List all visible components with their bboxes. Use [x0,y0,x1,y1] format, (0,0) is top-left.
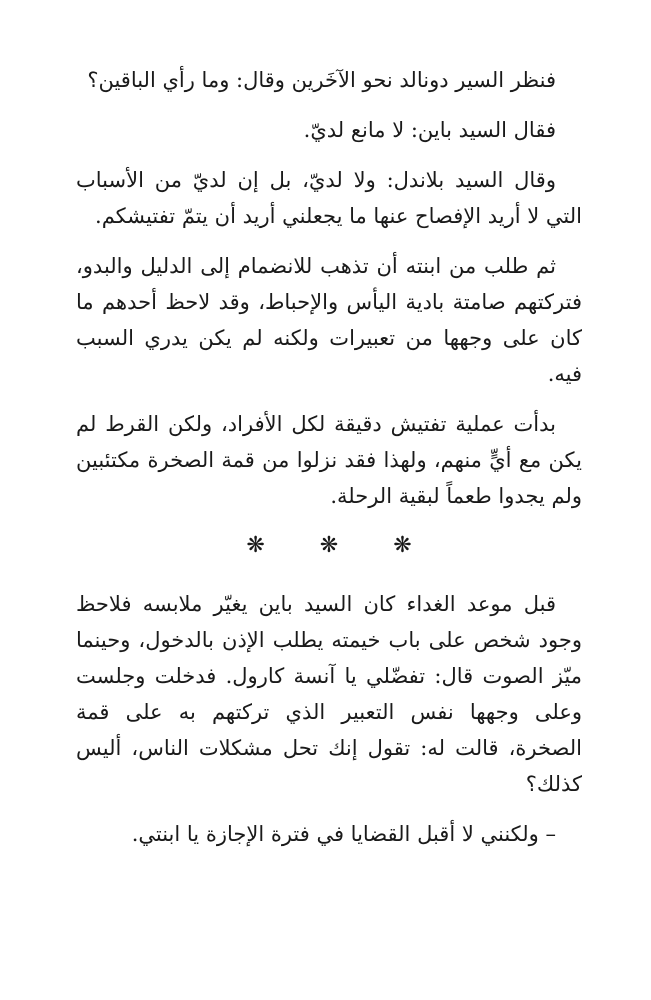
paragraph-1: فنظر السير دونالد نحو الآخَرين وقال: وما رأي الباقين؟ [87,68,556,92]
book-page [76,62,582,852]
paragraph-2: فقال السيد باين: لا مانع لديّ. [303,118,556,142]
paragraph-6: قبل موعد الغداء كان السيد باين يغيّر ملابسه فلاحظ وجود شخص على باب خيمته يطلب الإذن بالدخول، وحينما ميّز الصوت قال: تفضّلي يا آنسة كارول. فدخلت وجلست وعلى وجهها نفس التعبير الذي تركتهم به على قمة الصخرة، قالت له: تقول إنك تحل مشكلات الناس، أليس كذلك؟ [76,592,582,796]
paragraph-5: بدأت عملية تفتيش دقيقة لكل الأفراد، ولكن القرط لم يكن مع أيٍّ منهم، ولهذا فقد نزلوا من قمة الصخرة مكتئبين ولم يجدوا طعماً لبقية الرحلة. [76,412,582,508]
dialogue-line: – ولكنني لا أقبل القضايا في فترة الإجازة يا ابنتي. [131,822,556,846]
paragraph-4: ثم طلب من ابنته أن تذهب للانضمام إلى الدليل والبدو، فتركتهم صامتة بادية اليأس والإحباط، وقد لاحظ أحدهم ما كان على وجهها من تعبيرات ولكنه لم يكن يدري السبب فيه. [76,254,582,386]
section-separator: ❋ ❋ ❋ [246,533,436,558]
paragraph-3: وقال السيد بلاندل: ولا لديّ، بل إن لديّ من الأسباب التي لا أريد الإفصاح عنها ما يجعلني أريد أن يتمّ تفتيشكم. [76,168,582,228]
